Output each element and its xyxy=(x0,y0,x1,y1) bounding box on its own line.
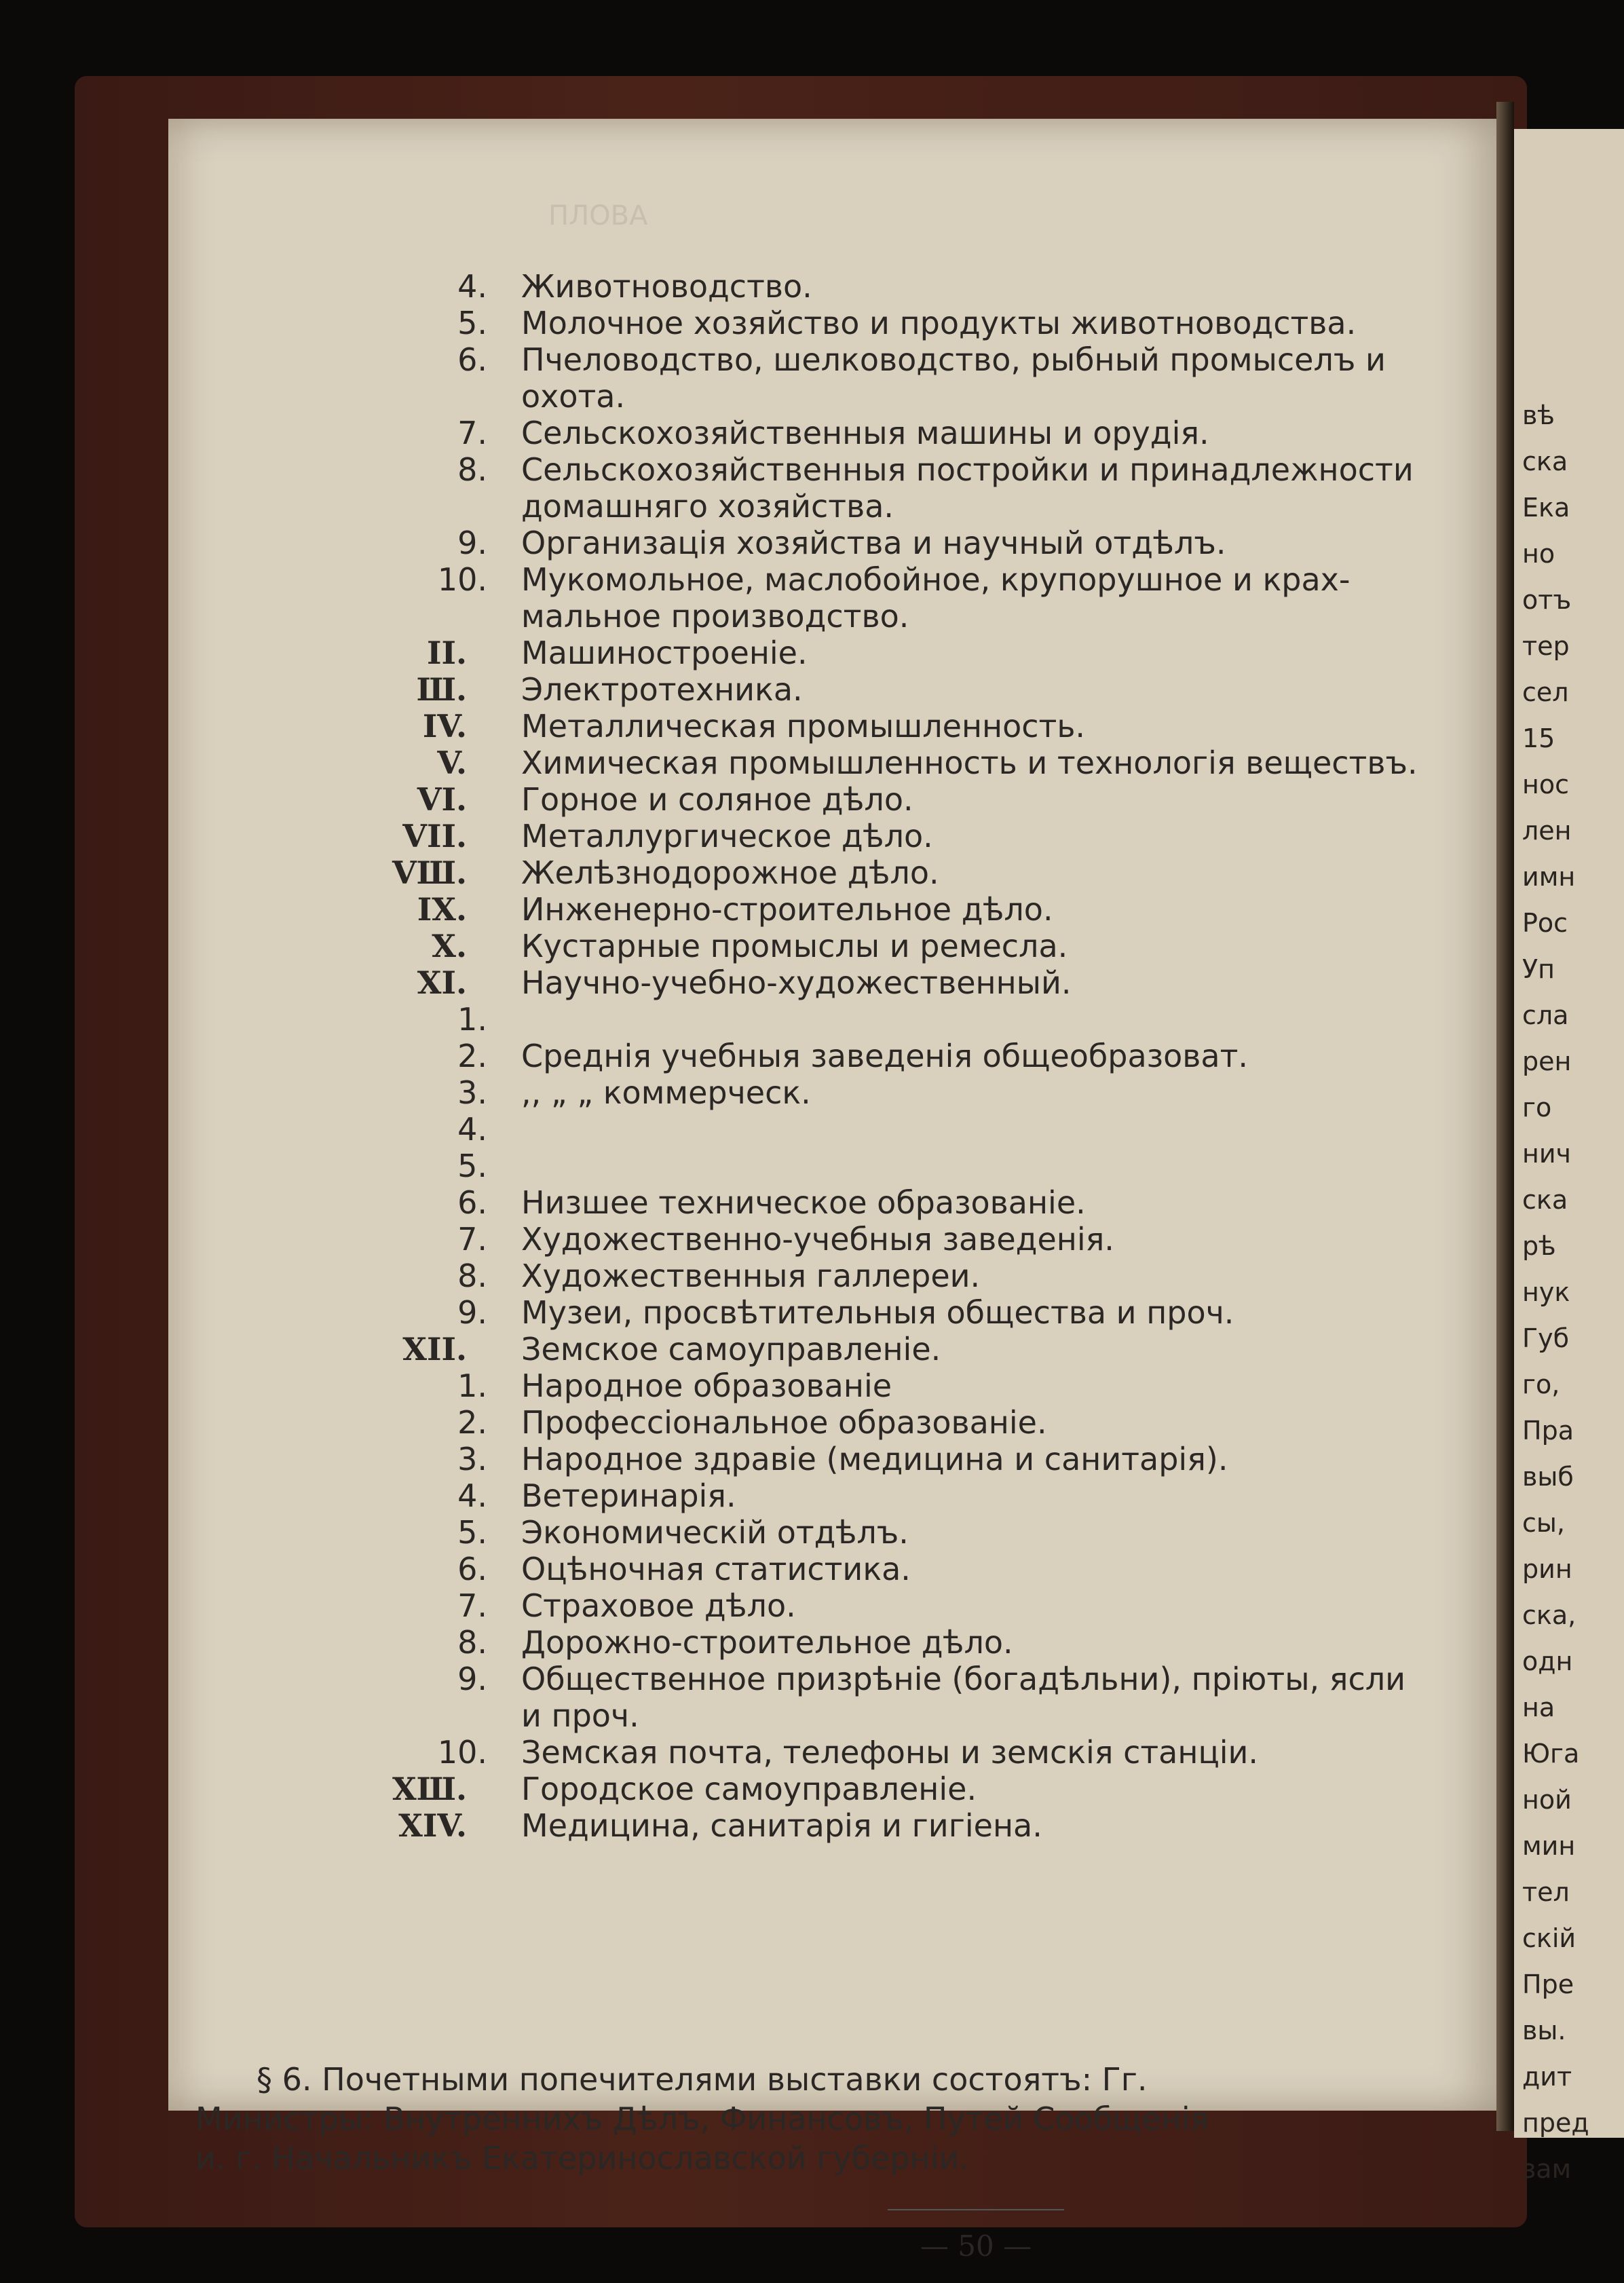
item-text: Дорожно-строительное дѣло. xyxy=(521,1624,1013,1661)
item-text-continuation: домашняго хозяйства. xyxy=(521,488,894,525)
item-number: 9. xyxy=(457,1661,487,1697)
right-page-text: нич xyxy=(1522,1139,1571,1169)
paragraph-line: и. г. Начальникъ Екатеринославской губерніи. xyxy=(195,2140,969,2176)
item-number: 5. xyxy=(457,1514,487,1551)
item-text: Экономическій отдѣлъ. xyxy=(521,1514,909,1551)
right-page-text: Юга xyxy=(1522,1739,1580,1769)
item-number: 1. xyxy=(457,1001,487,1038)
item-text: ,, „ „ коммерческ. xyxy=(521,1074,811,1111)
item-text: Металлическая промышленность. xyxy=(521,708,1086,744)
item-number: V. xyxy=(437,744,467,781)
item-number: Ш. xyxy=(416,671,467,708)
item-text: Молочное хозяйство и продукты животноводства. xyxy=(521,305,1357,341)
item-text: Земская почта, телефоны и земскія станціи. xyxy=(521,1734,1259,1771)
item-text: Химическая промышленность и технологія веществъ. xyxy=(521,744,1418,781)
right-page-text: сел xyxy=(1522,677,1569,707)
right-page-text: нос xyxy=(1522,770,1569,799)
item-number: IV. xyxy=(422,708,467,744)
item-text: Художественныя галлереи. xyxy=(521,1258,981,1294)
right-page-text: зам xyxy=(1522,2154,1572,2184)
right-page-text: Ека xyxy=(1522,493,1570,523)
item-text: Народное здравіе (медицина и санитарія). xyxy=(521,1441,1228,1477)
item-number: 6. xyxy=(457,1184,487,1221)
item-text: Медицина, санитарія и гигіена. xyxy=(521,1807,1042,1844)
right-page-text: вы. xyxy=(1522,2016,1566,2045)
item-text: Электротехника. xyxy=(521,671,803,708)
item-text: Машиностроеніе. xyxy=(521,635,808,671)
right-page-text: пред xyxy=(1522,2108,1589,2138)
item-text: Металлургическое дѣло. xyxy=(521,818,933,854)
item-number: 6. xyxy=(457,341,487,378)
item-text-continuation: охота. xyxy=(521,378,626,415)
item-number: VI. xyxy=(417,781,467,818)
item-text: Среднія учебныя заведенія общеобразоват. xyxy=(521,1038,1249,1074)
item-number: XII. xyxy=(402,1331,467,1367)
item-number: X. xyxy=(432,928,467,964)
right-page-text: выб xyxy=(1522,1462,1574,1492)
footer-rule xyxy=(888,2209,1064,2210)
item-text: Животноводство. xyxy=(521,268,812,305)
item-number: 7. xyxy=(457,1587,487,1624)
item-text: Научно-учебно-художественный. xyxy=(521,964,1072,1001)
item-text: Низшее техническое образованіе. xyxy=(521,1184,1086,1221)
right-page-text: ска xyxy=(1522,447,1568,476)
item-text: Художественно-учебныя заведенія. xyxy=(521,1221,1114,1258)
right-page-text: Уп xyxy=(1522,954,1555,984)
item-number: 2. xyxy=(457,1404,487,1441)
page-number: — 50 — xyxy=(920,2229,1032,2263)
item-text: Мукомольное, маслобойное, крупорушное и крах- xyxy=(521,561,1351,598)
item-number: 5. xyxy=(457,305,487,341)
right-page-text: но xyxy=(1522,539,1555,569)
item-number: II. xyxy=(426,635,467,671)
item-number: 7. xyxy=(457,1221,487,1258)
item-text: Инженерно-строительное дѣло. xyxy=(521,891,1053,928)
right-page-text: лен xyxy=(1522,816,1572,846)
right-page-text: ной xyxy=(1522,1785,1572,1815)
item-text-continuation: мальное производство. xyxy=(521,598,909,635)
item-text: Оцѣночная статистика. xyxy=(521,1551,911,1587)
item-number: XIV. xyxy=(398,1807,467,1844)
right-page-text: Рос xyxy=(1522,908,1568,938)
item-text: Горное и соляное дѣло. xyxy=(521,781,913,818)
item-number: 8. xyxy=(457,1258,487,1294)
item-number: 4. xyxy=(457,268,487,305)
right-page-text: ска, xyxy=(1522,1600,1576,1630)
item-number: 1. xyxy=(457,1367,487,1404)
item-text: Организація хозяйства и научный отдѣлъ. xyxy=(521,525,1226,561)
item-text: Сельскохозяйственныя постройки и принадлежности xyxy=(521,451,1414,488)
item-number: 10. xyxy=(437,561,487,598)
item-number: 8. xyxy=(457,1624,487,1661)
item-text: Желѣзнодорожное дѣло. xyxy=(521,854,939,891)
item-text: Ветеринарія. xyxy=(521,1477,736,1514)
item-number: 10. xyxy=(437,1734,487,1771)
item-number: 3. xyxy=(457,1074,487,1111)
item-text-continuation: и проч. xyxy=(521,1697,639,1734)
item-text: Музеи, просвѣтительныя общества и проч. xyxy=(521,1294,1234,1331)
item-text: Сельскохозяйственныя машины и орудія. xyxy=(521,415,1209,451)
item-number: 9. xyxy=(457,1294,487,1331)
item-number: VII. xyxy=(402,818,467,854)
item-text: Пчеловодство, шелководство, рыбный промыселъ и xyxy=(521,341,1386,378)
right-page-text: мин xyxy=(1522,1831,1576,1861)
item-text: Земское самоуправленіе. xyxy=(521,1331,941,1367)
right-page-text: го xyxy=(1522,1093,1552,1122)
item-number: VШ. xyxy=(392,854,467,891)
item-number: 7. xyxy=(457,415,487,451)
item-number: 3. xyxy=(457,1441,487,1477)
item-text: Общественное призрѣніе (богадѣльни), пріюты, ясли xyxy=(521,1661,1406,1697)
item-text: Кустарные промыслы и ремесла. xyxy=(521,928,1068,964)
right-page-text: Губ xyxy=(1522,1323,1570,1353)
paragraph-line: Министры: Внутреннихъ Дѣлъ, Финансовъ, Путей Сообщенія xyxy=(195,2100,1209,2137)
item-number: XI. xyxy=(417,964,467,1001)
right-page-text: скій xyxy=(1522,1923,1576,1953)
item-number: 8. xyxy=(457,451,487,488)
right-page-text: сы, xyxy=(1522,1508,1565,1538)
right-page-text: имн xyxy=(1522,862,1576,892)
right-page-text: нук xyxy=(1522,1277,1570,1307)
right-page-text: вѣ xyxy=(1522,400,1555,430)
right-page-text: дит xyxy=(1522,2062,1572,2092)
right-page-text: Пре xyxy=(1522,1969,1574,1999)
paragraph-line: § 6. Почетными попечителями выставки состоятъ: Гг. xyxy=(257,2061,1148,2098)
item-number: 4. xyxy=(457,1111,487,1148)
item-number: 6. xyxy=(457,1551,487,1587)
right-page-text: на xyxy=(1522,1693,1555,1722)
item-number: 4. xyxy=(457,1477,487,1514)
right-page-text: тер xyxy=(1522,631,1570,661)
right-page-text: ска xyxy=(1522,1185,1568,1215)
right-page-text: одн xyxy=(1522,1646,1573,1676)
right-page-text: тел xyxy=(1522,1877,1570,1907)
right-page-text: отъ xyxy=(1522,585,1572,615)
right-page-text: го, xyxy=(1522,1370,1560,1399)
item-number: 9. xyxy=(457,525,487,561)
right-page-text: Пра xyxy=(1522,1416,1574,1446)
item-text: Профессіональное образованіе. xyxy=(521,1404,1047,1441)
item-number: XШ. xyxy=(392,1771,467,1807)
item-text: Страховое дѣло. xyxy=(521,1587,796,1624)
item-text: Городское самоуправленіе. xyxy=(521,1771,977,1807)
item-number: IX. xyxy=(417,891,467,928)
right-page-text: рен xyxy=(1522,1046,1572,1076)
item-number: 5. xyxy=(457,1148,487,1184)
right-page-text: 15 xyxy=(1522,723,1555,753)
item-number: 2. xyxy=(457,1038,487,1074)
item-text: Народное образованіе xyxy=(521,1367,892,1404)
left-page: ПЛОВА 4. Животноводство. 5. Молочное хозяйство и продукты животноводства. 6. Пчеловодство, шелководство, рыбный промыселъ и охота. 7. Сельскохозяйственныя машины и орудія. 8. Сельскохозяйственныя постройки и принадлежности домашняго хозяйства. 9. Организація хозяйства и научный отдѣлъ. 10. Мукомольное, маслобойное, крупорушное и крах- мальное производство. II. Машиностроеніе. Ш. Электротехника. IV. Металлическая промышленность. V. Химическая промышленность и технологія веществъ. VI. Горное и соляное дѣло. VII. Металлургическое дѣло. VШ. Желѣзнодорожное дѣло. IX. Инженерно-строительное дѣло. X. Кустарные промыслы и ремесла. XI. Научно-учебно-художественный. 1. 2. Среднія учебныя заведенія общеобразоват. 3. ,, „ „ коммерческ. 4. 5. 6. Низшее техническое образованіе. 7. Художественно-учебныя заведенія. 8. Художественныя галлереи. 9. Музеи, просвѣтительныя общества и проч. XII. Земское самоуправленіе. 1. Народное образованіе 2. Профессіональное образованіе. 3. Народное здравіе (медицина и санитарія). 4. Ветеринарія. 5. Экономическій отдѣлъ. 6. Оцѣночная статистика. 7. Страховое дѣло. 8. Дорожно-строительное дѣло. 9. Общественное призрѣніе (богадѣльни), пріюты, ясли и проч. 10. Земская почта, телефоны и земскія станціи. XШ. Городское самоуправленіе. XIV. Медицина, санитарія и гигіена. § 6. Почетными попечителями выставки состоятъ: Гг. Министры: Внутреннихъ Дѣлъ, Финансовъ, Путей Сообщенія и. г. Начальникъ Екатеринославской губерніи. — 50 — xyxy=(168,119,1505,2111)
right-page-text: сла xyxy=(1522,1000,1569,1030)
right-page-fragment xyxy=(1514,129,1624,2184)
book-gutter xyxy=(1496,102,1514,2131)
right-page-text: рин xyxy=(1522,1554,1572,1584)
right-page-text: рѣ xyxy=(1522,1231,1556,1261)
